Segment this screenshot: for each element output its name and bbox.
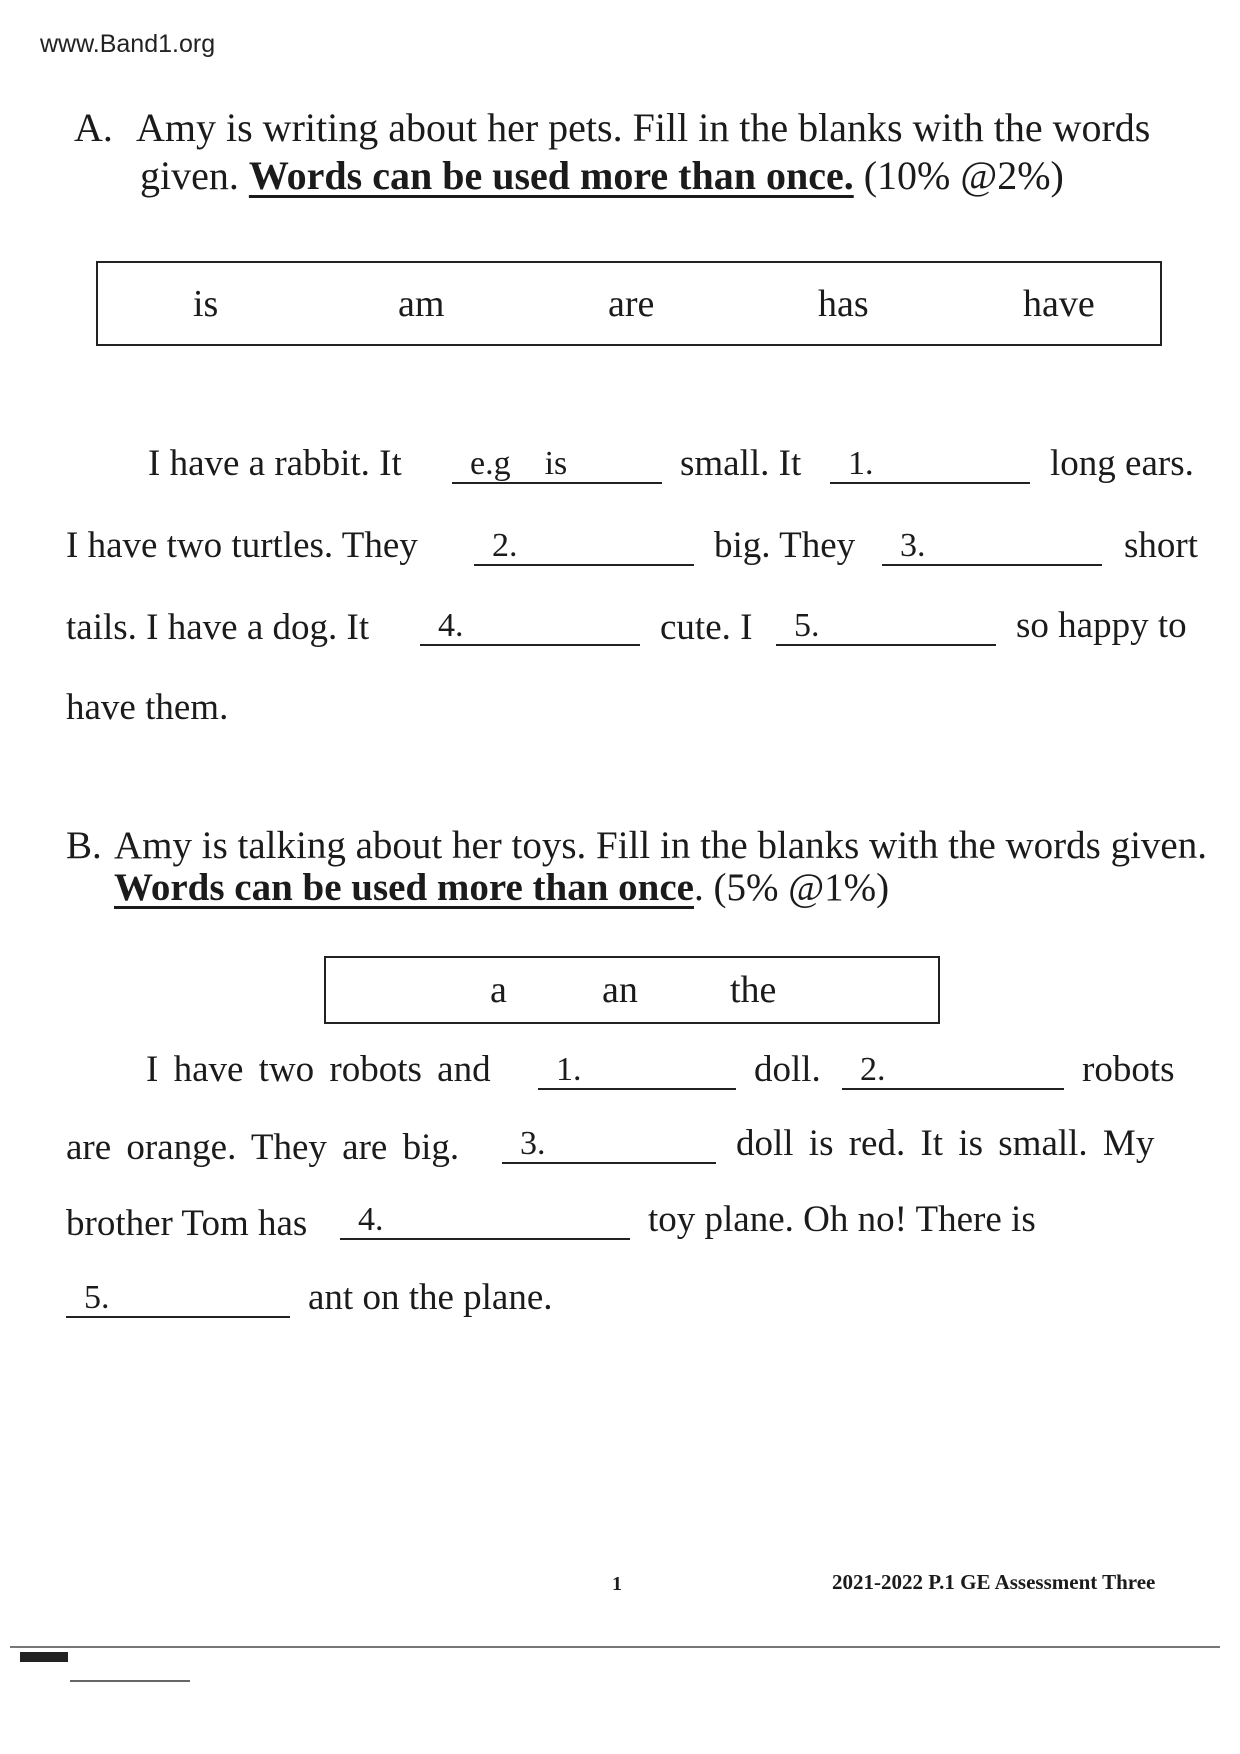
word-bank-item: a xyxy=(490,969,507,1011)
section-b-heading-line2 xyxy=(114,864,889,912)
passage-text: I have two turtles. They xyxy=(66,525,418,566)
passage-text: big. They xyxy=(714,525,856,566)
word-bank-item: is xyxy=(193,282,219,325)
answer-blank-b4[interactable]: 4. xyxy=(340,1200,630,1240)
passage-text: toy plane. Oh no! There is xyxy=(648,1199,1036,1240)
assessment-title: 2021-2022 P.1 GE Assessment Three xyxy=(832,1570,1156,1594)
section-b-marks: . (5% @1%) xyxy=(693,866,890,909)
section-a-marks: (10% @2%) xyxy=(863,153,1064,198)
passage-text: ant on the plane. xyxy=(308,1277,553,1318)
section-b-letter: B. xyxy=(66,824,102,867)
answer-blank-a4[interactable]: 4. xyxy=(420,606,640,646)
section-b-heading xyxy=(66,822,1207,870)
scan-edge-mark xyxy=(20,1652,68,1662)
section-b-emphasis: Words can be used more than once xyxy=(114,866,694,909)
word-bank-item: are xyxy=(608,282,655,325)
passage-text: have them. xyxy=(66,687,229,728)
page-number: 1 xyxy=(612,1573,622,1595)
word-bank-item: am xyxy=(398,282,445,325)
passage-text: I have two robots and xyxy=(146,1049,491,1090)
section-b-instruction-line1: Amy is talking about her toys. Fill in the blanks with the words given. xyxy=(114,824,1207,867)
passage-text: are orange. They are big. xyxy=(66,1127,460,1168)
scan-edge-line xyxy=(10,1646,1220,1648)
answer-blank-b2[interactable]: 2. xyxy=(842,1050,1064,1090)
answer-blank-b5[interactable]: 5. xyxy=(66,1278,290,1318)
passage-text: I have a rabbit. It xyxy=(148,443,402,484)
passage-text: doll is red. It is small. My xyxy=(736,1123,1155,1164)
example-answer: is xyxy=(544,445,568,482)
passage-text: brother Tom has xyxy=(66,1203,308,1244)
passage-text: cute. I xyxy=(660,607,753,648)
word-bank-item: has xyxy=(818,282,869,325)
passage-text: long ears. xyxy=(1050,443,1194,484)
watermark-url: www.Band1.org xyxy=(40,30,216,58)
example-label: e.g xyxy=(470,445,511,482)
section-a-emphasis: Words can be used more than once. xyxy=(248,153,854,198)
section-b-word-bank xyxy=(324,956,940,1024)
passage-text: so happy to xyxy=(1016,605,1187,646)
word-bank-item: an xyxy=(602,969,638,1011)
word-bank-item: the xyxy=(730,969,777,1011)
section-a-word-bank xyxy=(96,261,1162,346)
passage-text: robots xyxy=(1082,1049,1175,1090)
answer-blank-a3[interactable]: 3. xyxy=(882,526,1102,566)
passage-text: small. It xyxy=(680,443,802,484)
section-a-heading-line2 xyxy=(140,152,1064,200)
word-bank-item: have xyxy=(1023,282,1095,325)
answer-blank-a5[interactable]: 5. xyxy=(776,606,996,646)
answer-blank-a1[interactable]: 1. xyxy=(830,444,1030,484)
passage-text: short xyxy=(1124,525,1198,566)
example-blank xyxy=(452,444,662,484)
section-a-letter: A. xyxy=(74,105,113,150)
passage-text: doll. xyxy=(754,1049,821,1090)
answer-blank-b1[interactable]: 1. xyxy=(538,1050,736,1090)
answer-blank-a2[interactable]: 2. xyxy=(474,526,694,566)
section-a-instruction-line1: Amy is writing about her pets. Fill in the blanks with the words xyxy=(136,105,1151,150)
passage-text: tails. I have a dog. It xyxy=(66,607,370,648)
section-a-instruction-given: given. xyxy=(140,153,239,198)
answer-blank-b3[interactable]: 3. xyxy=(502,1124,716,1164)
section-a-heading xyxy=(74,104,1150,152)
scan-edge-line xyxy=(70,1680,190,1682)
